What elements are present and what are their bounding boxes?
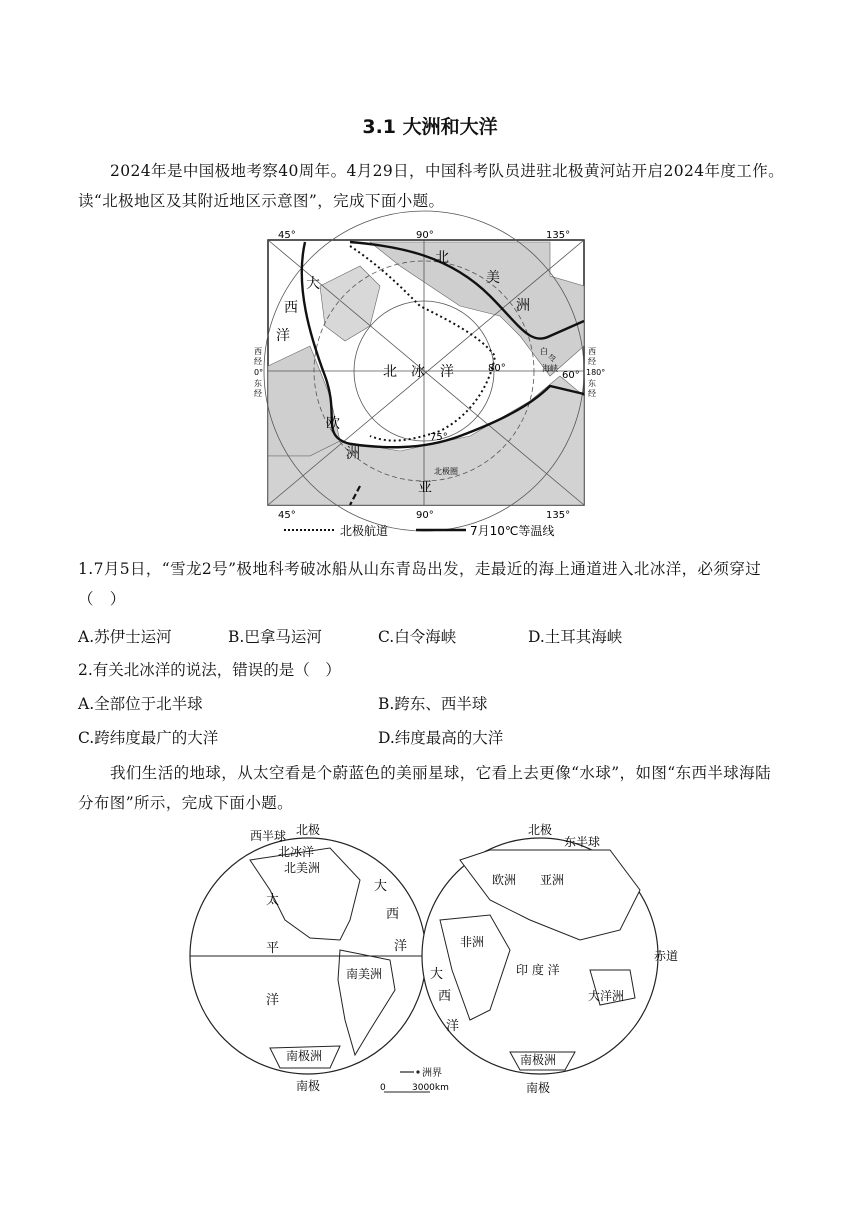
left-meridian-label: 经 <box>254 389 262 398</box>
europe-label: 洲 <box>346 446 360 462</box>
east-atlantic-label: 洋 <box>446 1019 460 1034</box>
bering-label: 海 <box>542 364 550 373</box>
bottom-lon-45: 45° <box>278 510 296 521</box>
west-hemisphere-label: 西半球 <box>250 829 287 843</box>
west-pacific-label: 洋 <box>266 993 280 1008</box>
west-south-america-label: 南美洲 <box>346 967 383 981</box>
west-north-america-label: 北美洲 <box>284 861 321 875</box>
west-antarctica-label: 南极洲 <box>286 1049 323 1063</box>
question-1-stem: 1.7月5日，“雪龙2号”极地科考破冰船从山东青岛出发，走最近的海上通道进入北冰洋，必须穿过（ ） <box>78 560 762 608</box>
left-meridian-label: 东 <box>254 379 262 388</box>
north-america-label: 洲 <box>516 298 530 314</box>
legend-route: 北极航道 <box>340 524 389 538</box>
west-atlantic-label: 大 <box>374 879 388 894</box>
left-meridian-label: 西 <box>254 347 262 356</box>
east-hemisphere-label: 东半球 <box>564 835 601 849</box>
east-africa-label: 非洲 <box>460 935 485 949</box>
lat-80-label: 80° <box>488 363 506 374</box>
east-asia-label: 亚洲 <box>540 873 565 887</box>
arctic-ocean-label: 冰 <box>411 364 425 380</box>
question-2-stem: 2.有关北冰洋的说法，错误的是（ ） <box>78 661 341 679</box>
west-atlantic-label: 洋 <box>394 939 408 954</box>
top-lon-90: 90° <box>416 230 434 241</box>
east-indian-ocean-label: 印 度 洋 <box>516 963 560 977</box>
atlantic-label: 洋 <box>276 328 290 344</box>
east-atlantic-label: 大 <box>430 967 444 982</box>
right-meridian-label: 经 <box>588 357 596 366</box>
q1-option-b[interactable]: B.巴拿马运河 <box>228 628 322 646</box>
arctic-ocean-label: 洋 <box>440 364 454 380</box>
east-north-pole: 北极 <box>528 823 553 837</box>
lat-75-label: 75° <box>430 432 448 443</box>
east-europe-label: 欧洲 <box>492 873 517 887</box>
right-meridian-label: 经 <box>588 389 596 398</box>
right-meridian-label: 西 <box>588 347 596 356</box>
legend-isotherm: 7月10℃等温线 <box>470 524 555 538</box>
top-lon-45: 45° <box>278 230 296 241</box>
west-north-pole: 北极 <box>296 823 321 837</box>
arctic-circle-label: 北极圈 <box>434 467 458 476</box>
bering-label: 令 <box>548 354 556 363</box>
left-meridian-label: 0° <box>254 368 264 377</box>
west-south-pole: 南极 <box>296 1079 321 1093</box>
west-pacific-label: 太 <box>266 893 280 908</box>
north-america-label: 北 <box>435 250 449 266</box>
right-meridian-label: 180° <box>586 368 606 377</box>
europe-label: 欧 <box>326 416 340 432</box>
page-title: 3.1 大洲和大洋 <box>362 116 498 138</box>
east-atlantic-label: 西 <box>438 989 452 1004</box>
west-arctic-ocean: 北冰洋 <box>278 845 315 859</box>
arctic-map <box>250 226 606 544</box>
bering-label: 白 <box>540 347 548 356</box>
right-meridian-label: 东 <box>588 379 596 388</box>
asia-label: 亚 <box>418 480 432 496</box>
north-america-label: 美 <box>486 270 500 286</box>
q1-option-a[interactable]: A.苏伊士运河 <box>78 628 172 646</box>
top-lon-135: 135° <box>546 230 571 241</box>
bottom-lon-90: 90° <box>416 510 434 521</box>
east-oceania-label: 大洋洲 <box>588 989 625 1003</box>
hemispheres-map <box>190 820 690 1102</box>
intro-paragraph-1: 2024年是中国极地考察40周年。4月29日，中国科考队员进驻北极黄河站开启2024年度工作。读“北极地区及其附近地区示意图”，完成下面小题。 <box>78 162 785 210</box>
arctic-ocean-label: 北 <box>383 364 397 380</box>
east-south-pole: 南极 <box>526 1081 551 1095</box>
intro-paragraph-2: 我们生活的地球，从太空看是个蔚蓝色的美丽星球，它看上去更像“水球”，如图“东西半球海陆分布图”所示，完成下面小题。 <box>78 764 771 812</box>
atlantic-label: 大 <box>306 276 320 292</box>
atlantic-label: 西 <box>284 300 298 316</box>
west-pacific-label: 平 <box>266 941 280 956</box>
bering-label: 峡 <box>550 364 558 373</box>
equator-label: 赤道 <box>654 949 679 963</box>
q2-option-b[interactable]: B.跨东、西半球 <box>378 695 488 713</box>
scale-length: 3000km <box>412 1083 449 1093</box>
east-antarctica-label: 南极洲 <box>520 1053 557 1067</box>
q1-option-d[interactable]: D.土耳其海峡 <box>528 628 623 646</box>
q1-option-c[interactable]: C.白令海峡 <box>378 628 457 646</box>
scale-zero: 0 <box>380 1083 386 1093</box>
left-meridian-label: 经 <box>254 357 262 366</box>
q2-option-a[interactable]: A.全部位于北半球 <box>78 695 203 713</box>
q2-option-c[interactable]: C.跨纬度最广的大洋 <box>78 729 219 747</box>
west-atlantic-label: 西 <box>386 907 400 922</box>
q2-option-d[interactable]: D.纬度最高的大洋 <box>378 729 504 747</box>
lat-60-label: 60° <box>562 370 580 381</box>
legend-boundary: 洲界 <box>422 1068 442 1079</box>
bottom-lon-135: 135° <box>546 510 571 521</box>
